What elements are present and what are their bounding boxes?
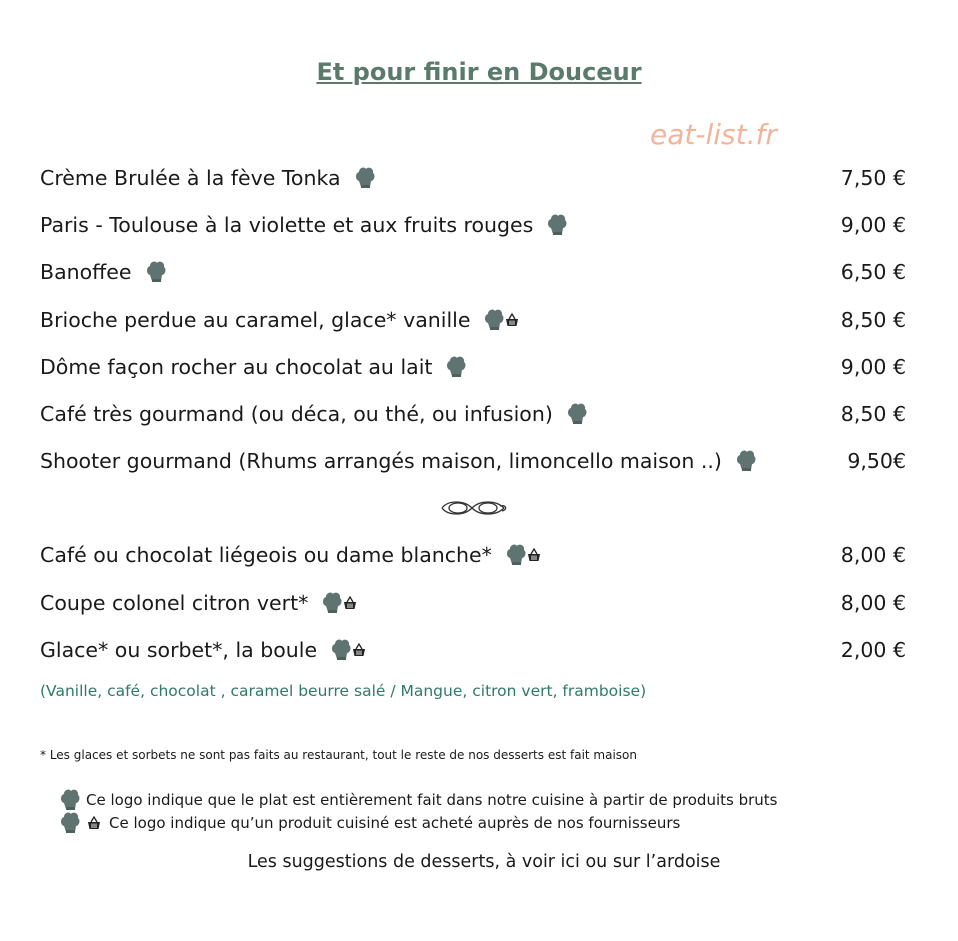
chef-hat-icon (60, 788, 80, 812)
chef-hat-icon (355, 166, 375, 190)
chef-hat-icon (506, 543, 526, 567)
chef-hat-icon (736, 449, 756, 473)
item-name-text: Glace* ou sorbet*, la boule (40, 638, 318, 662)
item-name-text: Shooter gourmand (Rhums arrangés maison, limoncello maison ..) (40, 449, 722, 473)
item-price: 9,00 € (840, 213, 906, 237)
item-name-text: Dôme façon rocher au chocolat au lait (40, 355, 433, 379)
item-name (40, 166, 375, 190)
basket-icon (527, 548, 541, 562)
menu-item (40, 260, 910, 290)
item-price: 9,00 € (840, 355, 906, 379)
menu-item (40, 449, 910, 479)
menu-item (40, 591, 910, 621)
legend-homemade-text: Ce logo indique que le plat est entièrement fait dans notre cuisine à partir de produits bruts (86, 791, 778, 809)
item-price: 8,50 € (840, 308, 906, 332)
item-name (40, 213, 567, 237)
item-name-text: Banoffee (40, 260, 132, 284)
item-name-text: Café ou chocolat liégeois ou dame blanche* (40, 543, 492, 567)
item-name-text: Coupe colonel citron vert* (40, 591, 309, 615)
item-price: 8,00 € (840, 591, 906, 615)
item-name-text: Paris - Toulouse à la violette et aux fruits rouges (40, 213, 534, 237)
item-price: 2,00 € (840, 638, 906, 662)
chef-hat-icon (146, 260, 166, 284)
menu-item (40, 308, 910, 338)
basket-icon (352, 643, 366, 657)
chef-hat-icon (60, 811, 80, 835)
legend-homemade (60, 788, 778, 812)
chef-hat-icon (567, 402, 587, 426)
chef-hat-icon (322, 591, 342, 615)
item-name-text: Café très gourmand (ou déca, ou thé, ou infusion) (40, 402, 553, 426)
item-price: 9,50€ (847, 449, 906, 473)
legend-bought (60, 811, 680, 835)
menu-item (40, 166, 910, 196)
basket-icon (343, 596, 357, 610)
chef-hat-icon (446, 355, 466, 379)
item-price: 8,00 € (840, 543, 906, 567)
item-name (40, 402, 587, 426)
ornament-divider-icon (438, 496, 510, 520)
legend-bought-text: Ce logo indique qu’un produit cuisiné est acheté auprès de nos fournisseurs (109, 814, 681, 832)
chef-hat-icon (484, 308, 504, 332)
menu-item (40, 402, 910, 432)
item-name (40, 308, 519, 332)
watermark: eat-list.fr (650, 118, 777, 151)
chef-hat-icon (547, 213, 567, 237)
item-price: 8,50 € (840, 402, 906, 426)
item-name (40, 543, 541, 567)
menu-item (40, 543, 910, 573)
item-price: 6,50 € (840, 260, 906, 284)
item-name-text: Crème Brulée à la fève Tonka (40, 166, 341, 190)
item-name-text: Brioche perdue au caramel, glace* vanille (40, 308, 471, 332)
footnote: * Les glaces et sorbets ne sont pas faits au restaurant, tout le reste de nos desserts est fait maison (40, 748, 637, 762)
suggestions-note: Les suggestions de desserts, à voir ici ou sur l’ardoise (247, 852, 721, 872)
item-name (40, 591, 357, 615)
ice-cream-flavours: (Vanille, café, chocolat , caramel beurre salé / Mangue, citron vert, framboise) (40, 682, 647, 700)
item-name (40, 260, 166, 284)
item-name (40, 638, 366, 662)
page-title: Et pour finir en Douceur (316, 58, 642, 86)
item-name (40, 355, 466, 379)
basket-icon (87, 816, 101, 830)
menu-item (40, 638, 910, 668)
item-price: 7,50 € (840, 166, 906, 190)
basket-icon (505, 313, 519, 327)
chef-hat-icon (331, 638, 351, 662)
item-name (40, 449, 756, 473)
menu-item (40, 213, 910, 243)
menu-item (40, 355, 910, 385)
